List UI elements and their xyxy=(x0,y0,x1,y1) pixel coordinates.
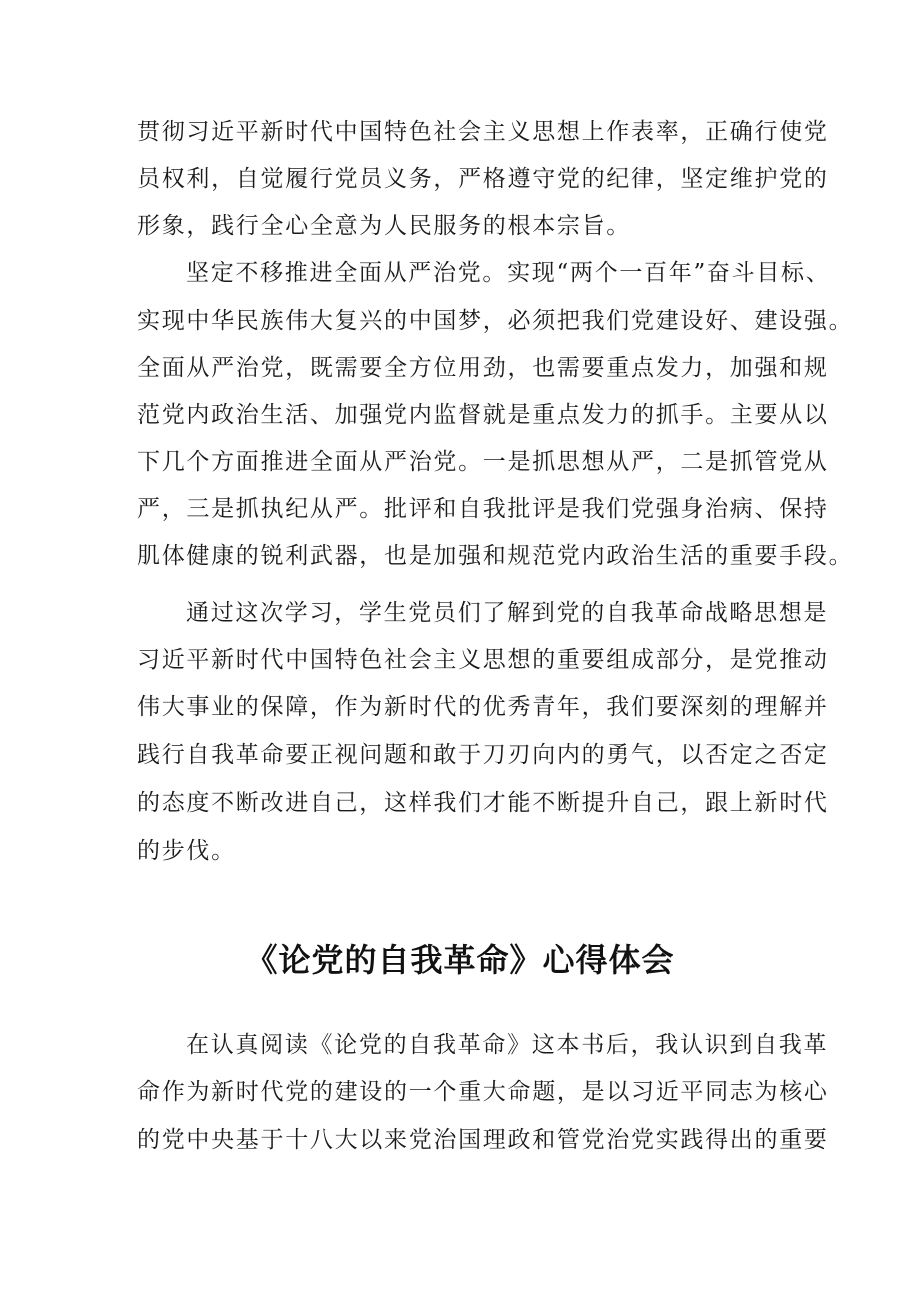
text-line: 伟大事业的保障，作为新时代的优秀青年，我们要深刻的理解并 xyxy=(137,694,829,720)
text-line: 实现中华民族伟大复兴的中国梦，必须把我们党建设好、建设强。 xyxy=(137,308,854,334)
text-line: 的态度不断改进自己，这样我们才能不断提升自己，跟上新时代 xyxy=(137,790,829,816)
text-line: 严，三是抓执纪从严。批评和自我批评是我们党强身治病、保持 xyxy=(137,496,829,522)
text-line: 形象，践行全心全意为人民服务的根本宗旨。 xyxy=(137,213,631,239)
text-line: 下几个方面推进全面从严治党。一是抓思想从严，二是抓管党从 xyxy=(137,449,829,475)
text-line: 坚定不移推进全面从严治党。实现“两个一百年”奋斗目标、 xyxy=(186,260,831,286)
text-line: 全面从严治党，既需要全方位用劲，也需要重点发力，加强和规 xyxy=(137,355,829,381)
text-line: 的党中央基于十八大以来党治国理政和管党治党实践得出的重要 xyxy=(137,1127,829,1153)
text-line: 习近平新时代中国特色社会主义思想的重要组成部分，是党推动 xyxy=(137,647,829,673)
text-line: 员权利，自觉履行党员义务，严格遵守党的纪律，坚定维护党的 xyxy=(137,166,829,192)
text-line: 在认真阅读《论党的自我革命》这本书后，我认识到自我革 xyxy=(186,1032,829,1058)
section-title: 《论党的自我革命》心得体会 xyxy=(245,941,675,979)
text-line: 肌体健康的锐利武器，也是加强和规范党内政治生活的重要手段。 xyxy=(137,543,854,569)
text-line: 命作为新时代党的建设的一个重大命题，是以习近平同志为核心 xyxy=(137,1079,829,1105)
text-line: 通过这次学习，学生党员们了解到党的自我革命战略思想是 xyxy=(186,600,829,626)
text-line: 贯彻习近平新时代中国特色社会主义思想上作表率，正确行使党 xyxy=(137,119,829,145)
text-line: 的步伐。 xyxy=(137,838,236,864)
text-line: 践行自我革命要正视问题和敢于刀刃向内的勇气，以否定之否定 xyxy=(137,742,829,768)
text-line: 范党内政治生活、加强党内监督就是重点发力的抓手。主要从以 xyxy=(137,402,829,428)
